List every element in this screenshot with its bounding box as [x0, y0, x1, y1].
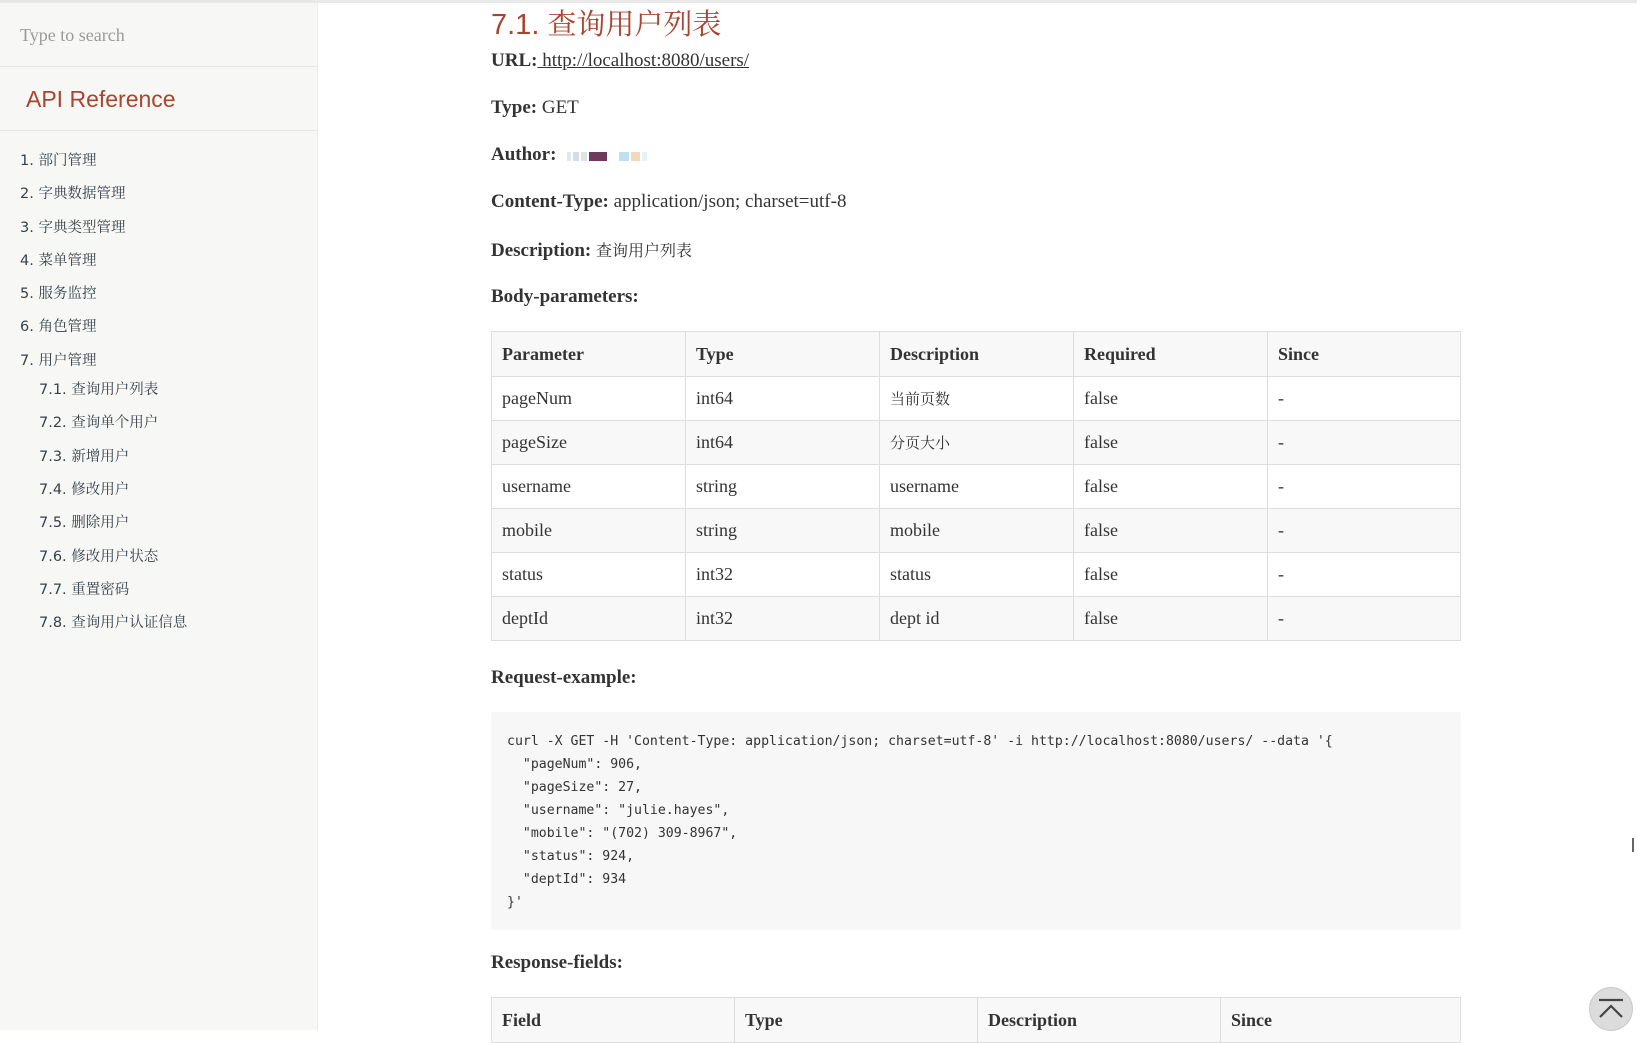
content-type-label: Content-Type:: [491, 191, 609, 212]
sidebar-item-dict-data[interactable]: 2. 字典数据管理: [20, 186, 126, 203]
url-field: [491, 50, 749, 72]
page-title: 7.1. 查询用户列表: [491, 9, 722, 41]
cell-description: 分页大小: [880, 421, 1074, 465]
cell-description: 当前页数: [880, 377, 1074, 421]
cell-required: false: [1074, 509, 1268, 553]
sidebar-item-role[interactable]: 6. 角色管理: [20, 319, 97, 336]
table-row: [492, 377, 1461, 421]
sidebar-subitem-edit-user[interactable]: 7.4. 修改用户: [39, 481, 130, 498]
table-header-row: [492, 998, 1461, 1043]
url-link[interactable]: http://localhost:8080/users/: [537, 50, 750, 71]
content-type-field: [491, 191, 846, 213]
sidebar-subitem-add-user[interactable]: 7.3. 新增用户: [39, 448, 130, 465]
type-label: Type:: [491, 97, 538, 118]
table-header-row: [492, 332, 1461, 377]
cell-since: -: [1268, 465, 1461, 509]
col-parameter: Parameter: [492, 332, 686, 377]
col-type: Type: [686, 332, 880, 377]
cell-since: -: [1268, 377, 1461, 421]
cell-required: false: [1074, 465, 1268, 509]
col-description: Description: [880, 332, 1074, 377]
col-type: Type: [735, 998, 978, 1043]
response-fields-title: Response-fields:: [491, 952, 623, 973]
cell-since: -: [1268, 421, 1461, 465]
table-row: [492, 553, 1461, 597]
col-required: Required: [1074, 332, 1268, 377]
sidebar-item-dept[interactable]: 1. 部门管理: [20, 153, 97, 169]
sidebar-item-menu[interactable]: 4. 菜单管理: [20, 252, 97, 269]
content-type-value: application/json; charset=utf-8: [613, 191, 847, 212]
table-row: [492, 597, 1461, 641]
sidebar-item-user[interactable]: 7. 用户管理: [20, 352, 97, 369]
sidebar-subitem-get-user[interactable]: 7.2. 查询单个用户: [39, 415, 159, 432]
cell-parameter: status: [492, 553, 686, 597]
cell-since: -: [1268, 509, 1461, 553]
sidebar-subitem-auth-info[interactable]: 7.8. 查询用户认证信息: [39, 615, 188, 632]
sidebar-item-monitor[interactable]: 5. 服务监控: [20, 286, 97, 303]
cell-since: -: [1268, 597, 1461, 641]
cell-parameter: username: [492, 465, 686, 509]
sidebar-subitem-list-users[interactable]: 7.1. 查询用户列表: [39, 382, 159, 399]
author-label: Author:: [491, 144, 557, 165]
sidebar-subitem-user-status[interactable]: 7.6. 修改用户状态: [39, 548, 159, 565]
description-label: Description:: [491, 240, 592, 261]
cell-description: dept id: [880, 597, 1074, 641]
cell-type: int32: [686, 553, 880, 597]
cell-type: int32: [686, 597, 880, 641]
sidebar-title[interactable]: API Reference: [0, 67, 317, 131]
cell-parameter: pageNum: [492, 377, 686, 421]
cell-required: false: [1074, 553, 1268, 597]
type-field: [491, 97, 579, 119]
description-field: [491, 238, 692, 262]
body-parameters-table: [491, 331, 1461, 641]
table-row: [492, 509, 1461, 553]
cell-parameter: deptId: [492, 597, 686, 641]
cell-description: username: [880, 465, 1074, 509]
request-example-title: Request-example:: [491, 667, 637, 688]
search-box: [0, 3, 317, 67]
cell-description: status: [880, 553, 1074, 597]
cell-parameter: mobile: [492, 509, 686, 553]
sidebar: [0, 3, 318, 1030]
sidebar-nav: [0, 131, 317, 640]
cell-required: false: [1074, 597, 1268, 641]
body-parameters-title: Body-parameters:: [491, 286, 639, 307]
scrollbar-marker[interactable]: [1632, 838, 1637, 852]
cell-required: false: [1074, 421, 1268, 465]
cell-since: -: [1268, 553, 1461, 597]
cell-required: false: [1074, 377, 1268, 421]
chevron-up-bar-icon: [1598, 998, 1624, 1020]
type-value: GET: [541, 97, 579, 118]
cell-type: string: [686, 509, 880, 553]
cell-type: string: [686, 465, 880, 509]
sidebar-subitem-reset-password[interactable]: 7.7. 重置密码: [39, 581, 130, 598]
url-label: URL:: [491, 50, 538, 71]
cell-parameter: pageSize: [492, 421, 686, 465]
response-fields-table: [491, 997, 1461, 1043]
author-redacted: [567, 145, 649, 167]
author-field: [491, 144, 649, 167]
col-field: Field: [492, 998, 735, 1043]
cell-description: mobile: [880, 509, 1074, 553]
request-example-code: curl -X GET -H 'Content-Type: application/json; charset=utf-8' -i http://localhost:8080/users/ --data '{ "pageNum": 906, "pageSize": 27, "username": "julie.hayes", "mobile": "(702) 309-8967", "status": 924, "deptId": 934 }': [491, 712, 1461, 930]
col-description: Description: [978, 998, 1221, 1043]
table-row: [492, 465, 1461, 509]
search-input[interactable]: [0, 3, 280, 67]
description-value: 查询用户列表: [596, 241, 693, 260]
table-row: [492, 421, 1461, 465]
back-to-top-button[interactable]: [1589, 987, 1633, 1031]
sidebar-item-dict-type[interactable]: 3. 字典类型管理: [20, 219, 126, 236]
col-since: Since: [1268, 332, 1461, 377]
cell-type: int64: [686, 421, 880, 465]
cell-type: int64: [686, 377, 880, 421]
sidebar-subitem-delete-user[interactable]: 7.5. 删除用户: [39, 515, 130, 532]
col-since: Since: [1221, 998, 1461, 1043]
